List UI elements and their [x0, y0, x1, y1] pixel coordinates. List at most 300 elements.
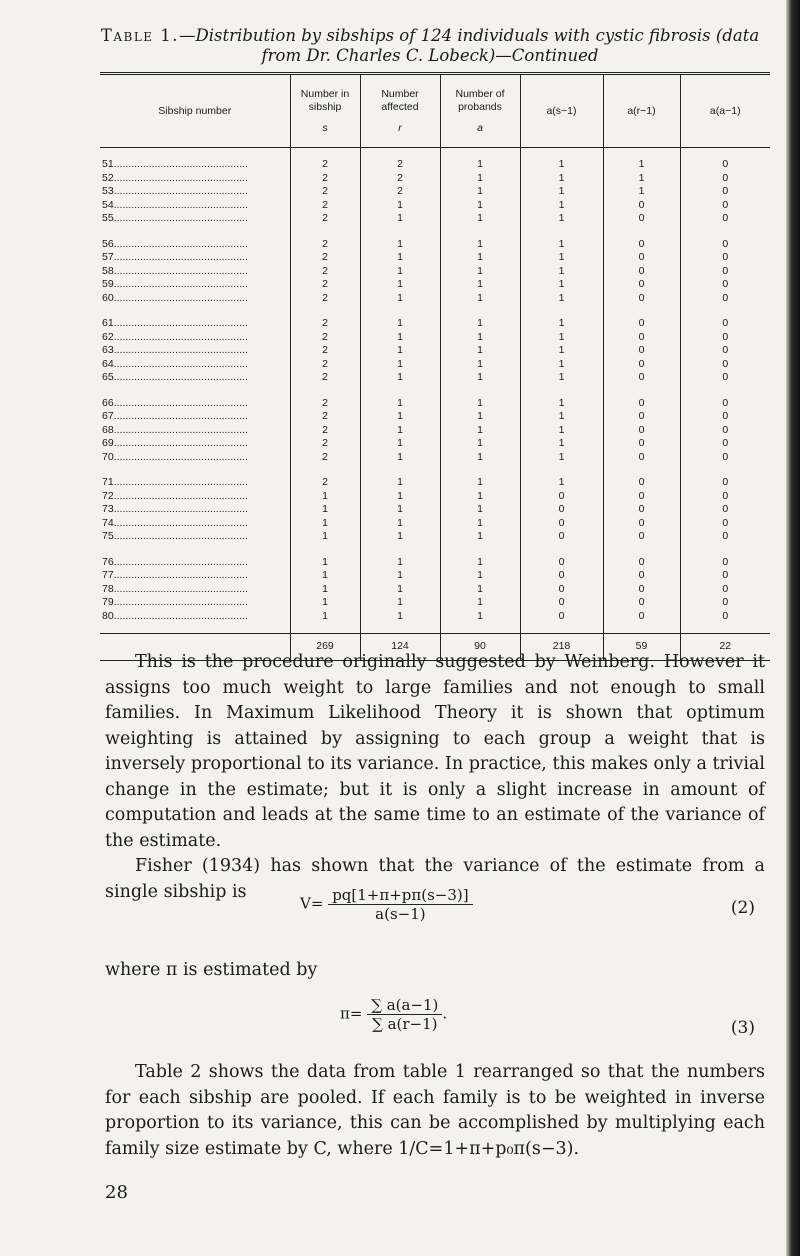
sibship-number: 53 — [102, 185, 114, 197]
column-header-text: a(s−1) — [546, 104, 577, 117]
leader-dots: .............................................. — [113, 423, 248, 436]
table-cell: 0 — [680, 305, 770, 331]
table-cell: 0 — [680, 226, 770, 252]
total-cell: 124 — [360, 634, 440, 661]
table-cell: 2 — [290, 158, 360, 172]
column-header-text: Number in sibship — [300, 87, 350, 113]
column-header-symbol: a — [477, 121, 483, 134]
leader-dots: .............................................. — [113, 437, 248, 449]
table-cell: 1 — [440, 251, 520, 265]
table-cell: 1 — [520, 344, 603, 358]
table-cell: 1 — [360, 569, 440, 583]
table-cell: 0 — [680, 503, 770, 517]
table-cell: 1 — [440, 596, 520, 610]
leader-dots: .............................................. — [113, 489, 248, 502]
leader-dots: .............................................. — [113, 237, 248, 250]
table-row — [100, 569, 770, 583]
table-cell: 1 — [440, 212, 520, 226]
table-cell: 1 — [440, 278, 520, 292]
sibship-number-cell — [100, 292, 290, 306]
table-cell: 1 — [520, 385, 603, 411]
table-cell: 1 — [520, 451, 603, 465]
column-header-2 — [360, 74, 440, 148]
table-cell: 0 — [603, 464, 680, 490]
table-cell: 2 — [290, 464, 360, 490]
sibship-number: 76 — [102, 555, 114, 568]
table-row — [100, 185, 770, 199]
column-header-text: Number of probands — [455, 87, 505, 113]
column-header-text: a(a−1) — [709, 104, 741, 117]
total-cell: 218 — [520, 634, 603, 661]
table-cell: 2 — [290, 212, 360, 226]
table-row — [100, 451, 770, 465]
table-cell: 1 — [360, 583, 440, 597]
table-cell: 1 — [520, 185, 603, 199]
total-cell: 22 — [680, 634, 770, 661]
sibship-number: 65 — [102, 371, 114, 383]
table-cell: 0 — [680, 410, 770, 424]
table-row — [100, 305, 770, 331]
spacer-cell — [290, 148, 360, 159]
table-cell: 1 — [360, 385, 440, 411]
table-cell: 1 — [520, 251, 603, 265]
table-cell: 1 — [290, 490, 360, 504]
table-cell: 2 — [290, 251, 360, 265]
spacer-cell — [100, 148, 290, 159]
table-cell: 1 — [440, 437, 520, 451]
table-row — [100, 503, 770, 517]
table-cell: 0 — [603, 344, 680, 358]
table-cell: 0 — [520, 596, 603, 610]
table-cell: 1 — [520, 410, 603, 424]
table-cell: 1 — [360, 278, 440, 292]
table-cell: 2 — [290, 172, 360, 186]
leader-dots: .............................................. — [113, 503, 248, 515]
table-cell: 1 — [360, 358, 440, 372]
sibship-number: 70 — [102, 450, 114, 463]
table-cell: 0 — [680, 199, 770, 213]
table-cell: 1 — [440, 358, 520, 372]
table-cell: 1 — [603, 172, 680, 186]
table-cell: 1 — [440, 451, 520, 465]
table-cell: 1 — [360, 199, 440, 213]
column-header-0 — [100, 74, 290, 148]
table-cell: 1 — [520, 331, 603, 345]
table-cell: 0 — [603, 596, 680, 610]
table-cell: 2 — [290, 265, 360, 279]
sibship-number: 55 — [102, 212, 114, 224]
spacer-cell — [360, 623, 440, 634]
table-cell: 1 — [440, 172, 520, 186]
table-cell: 1 — [520, 464, 603, 490]
spacer-cell — [100, 623, 290, 634]
leader-dots: .............................................. — [113, 555, 248, 568]
table-cell: 1 — [440, 158, 520, 172]
table-row — [100, 424, 770, 438]
sibship-number: 56 — [102, 237, 114, 250]
table-cell: 2 — [290, 344, 360, 358]
sibship-number: 54 — [102, 198, 114, 211]
table-cell: 0 — [603, 358, 680, 372]
leader-dots: .............................................. — [113, 344, 248, 356]
table-cell: 0 — [680, 278, 770, 292]
sibship-number-cell — [100, 451, 290, 465]
table-cell: 2 — [290, 226, 360, 252]
table-row — [100, 583, 770, 597]
table-cell: 0 — [680, 424, 770, 438]
table-cell: 1 — [440, 569, 520, 583]
sibship-number-cell — [100, 251, 290, 265]
spacer-cell — [603, 623, 680, 634]
table-cell: 1 — [440, 410, 520, 424]
table-cell: 0 — [603, 451, 680, 465]
table-cell: 0 — [680, 292, 770, 306]
leader-dots: .............................................. — [113, 357, 248, 370]
leader-dots: .............................................. — [113, 410, 248, 422]
table-cell: 0 — [603, 371, 680, 385]
sibship-number: 75 — [102, 530, 114, 542]
sibship-number: 66 — [102, 396, 114, 409]
sibship-number-cell — [100, 185, 290, 199]
table-row — [100, 251, 770, 265]
table-cell: 0 — [680, 251, 770, 265]
table-cell: 0 — [680, 265, 770, 279]
table-cell: 1 — [360, 331, 440, 345]
page-edge-shadow — [786, 0, 800, 1256]
leader-dots: .............................................. — [113, 212, 248, 224]
table-cell: 1 — [360, 517, 440, 531]
column-header-3 — [440, 74, 520, 148]
sibship-number: 71 — [102, 476, 114, 488]
table-cell: 1 — [440, 199, 520, 213]
leader-dots: .............................................. — [113, 264, 248, 277]
table-cell: 1 — [440, 464, 520, 490]
table-cell: 0 — [603, 424, 680, 438]
table-row — [100, 212, 770, 226]
table-cell: 1 — [520, 172, 603, 186]
table-cell: 0 — [603, 278, 680, 292]
table-cell: 1 — [360, 596, 440, 610]
table-cell: 0 — [520, 544, 603, 570]
table-cell: 0 — [680, 451, 770, 465]
table-cell: 0 — [520, 490, 603, 504]
sibship-number: 58 — [102, 264, 114, 277]
table-cell: 2 — [290, 185, 360, 199]
sibship-number: 72 — [102, 489, 114, 502]
table-cell: 0 — [680, 212, 770, 226]
table-cell: 0 — [680, 185, 770, 199]
table-cell: 0 — [603, 331, 680, 345]
table-cell: 1 — [520, 199, 603, 213]
eq2-fraction — [328, 886, 472, 923]
total-cell: 59 — [603, 634, 680, 661]
sibship-number: 74 — [102, 516, 114, 529]
sibship-number-cell — [100, 358, 290, 372]
eq2-lhs: V= — [300, 894, 324, 913]
sibship-number: 51 — [102, 158, 114, 170]
sibship-number: 62 — [102, 330, 114, 343]
leader-dots: .............................................. — [113, 516, 248, 529]
table-cell: 1 — [440, 292, 520, 306]
table-cell: 0 — [680, 569, 770, 583]
table-row — [100, 530, 770, 544]
leader-dots: .............................................. — [113, 582, 248, 595]
spacer-cell — [680, 148, 770, 159]
table-cell: 1 — [440, 530, 520, 544]
table-cell: 0 — [603, 530, 680, 544]
sibship-number-cell — [100, 437, 290, 451]
leader-dots: .............................................. — [113, 317, 248, 329]
table-cell: 0 — [680, 517, 770, 531]
table-cell: 1 — [360, 503, 440, 517]
table-cell: 0 — [603, 212, 680, 226]
table-cell: 0 — [680, 610, 770, 624]
table-cell: 1 — [360, 265, 440, 279]
leader-dots: .............................................. — [113, 171, 248, 184]
leader-dots: .............................................. — [113, 251, 248, 263]
table-cell: 0 — [680, 490, 770, 504]
eq3-label: (3) — [730, 1018, 755, 1038]
table-row — [100, 410, 770, 424]
sibship-number-cell — [100, 424, 290, 438]
table-cell: 2 — [290, 437, 360, 451]
table-row — [100, 596, 770, 610]
paragraph-weinberg: This is the procedure originally suggested by Weinberg. However it assigns too much weight to large families and not enough to small families. In Maximum Likelihood Theory it is shown that optimum weighting is attained by assigning to each group a weight that is inversely proportional to its variance. In practice, this makes only a trivial change in the estimate; but it is only a slight increase in amount of computation and leads at the same time to an estimate of the variance of the estimate. — [105, 652, 765, 851]
table-row — [100, 385, 770, 411]
sibship-number-cell — [100, 212, 290, 226]
table-cell: 0 — [603, 544, 680, 570]
table-cell: 2 — [290, 451, 360, 465]
table-cell: 1 — [603, 158, 680, 172]
total-cell: 269 — [290, 634, 360, 661]
spacer-cell — [290, 623, 360, 634]
table-cell: 0 — [680, 437, 770, 451]
table-cell: 1 — [440, 583, 520, 597]
sibship-number-cell — [100, 517, 290, 531]
table-cell: 0 — [680, 583, 770, 597]
spacer-cell — [440, 623, 520, 634]
table-cell: 1 — [360, 530, 440, 544]
spacer-cell — [603, 148, 680, 159]
table-cell: 0 — [603, 292, 680, 306]
table-cell: 0 — [603, 251, 680, 265]
sibship-number-cell — [100, 172, 290, 186]
table-cell: 2 — [290, 199, 360, 213]
table-cell: 1 — [520, 158, 603, 172]
table-cell: 1 — [290, 530, 360, 544]
table-cell: 1 — [290, 583, 360, 597]
table-row — [100, 292, 770, 306]
table-cell: 0 — [603, 305, 680, 331]
table-row — [100, 265, 770, 279]
table-cell: 1 — [520, 437, 603, 451]
table-cell: 0 — [603, 437, 680, 451]
table-cell: 0 — [680, 464, 770, 490]
sibship-number-cell — [100, 583, 290, 597]
table-title — [90, 26, 770, 66]
leader-dots: .............................................. — [113, 450, 248, 463]
sibship-number-cell — [100, 530, 290, 544]
sibship-number-cell — [100, 371, 290, 385]
table-cell: 1 — [440, 331, 520, 345]
sibship-number: 79 — [102, 596, 114, 608]
table-row — [100, 278, 770, 292]
table-cell: 2 — [290, 278, 360, 292]
sibship-number: 59 — [102, 278, 114, 290]
table-row — [100, 371, 770, 385]
table-cell: 0 — [603, 265, 680, 279]
leader-dots: .............................................. — [113, 291, 248, 304]
table-cell: 2 — [290, 305, 360, 331]
table-cell: 1 — [290, 596, 360, 610]
sibship-number-cell — [100, 544, 290, 570]
table-row — [100, 331, 770, 345]
sibship-number: 52 — [102, 171, 114, 184]
table-cell: 1 — [360, 490, 440, 504]
sibship-number-cell — [100, 199, 290, 213]
table-cell: 0 — [680, 544, 770, 570]
sibship-number: 67 — [102, 410, 114, 422]
sibship-number: 64 — [102, 357, 114, 370]
eq3-lhs: π= — [340, 1004, 363, 1023]
table-cell: 1 — [360, 610, 440, 624]
body-text-3 — [105, 1060, 765, 1162]
table-cell: 0 — [603, 610, 680, 624]
table-cell: 0 — [680, 344, 770, 358]
sibship-number-cell — [100, 158, 290, 172]
table-cell: 1 — [440, 424, 520, 438]
table-cell: 0 — [603, 226, 680, 252]
sibship-number-cell — [100, 305, 290, 331]
table-label: Table 1. — [100, 26, 180, 45]
table-cell: 2 — [360, 172, 440, 186]
eq2-denominator: a(s−1) — [375, 905, 426, 923]
table-cell: 0 — [520, 503, 603, 517]
table-header-row — [100, 74, 770, 148]
table-cell: 1 — [360, 226, 440, 252]
equation-2 — [300, 886, 473, 923]
spacer-row — [100, 623, 770, 634]
table-cell: 1 — [520, 424, 603, 438]
sibship-number: 68 — [102, 423, 114, 436]
leader-dots: .............................................. — [113, 569, 248, 581]
sibship-number: 57 — [102, 251, 114, 263]
table-cell: 0 — [680, 158, 770, 172]
table-cell: 0 — [520, 517, 603, 531]
table-cell: 1 — [440, 517, 520, 531]
table-cell: 1 — [520, 265, 603, 279]
eq3-numerator: ∑ a(a−1) — [367, 996, 442, 1015]
spacer-cell — [440, 148, 520, 159]
table-cell: 0 — [603, 569, 680, 583]
table-cell: 1 — [440, 385, 520, 411]
sibship-number: 73 — [102, 503, 114, 515]
eq3-fraction — [367, 996, 442, 1033]
table-cell: 1 — [360, 410, 440, 424]
leader-dots: .............................................. — [113, 158, 248, 170]
table-cell: 0 — [680, 530, 770, 544]
table-cell: 1 — [520, 371, 603, 385]
sibship-number-cell — [100, 596, 290, 610]
table-caption: —Distribution by sibships of 124 individuals with cystic fibrosis (data from Dr. Charles C. Lobeck)—Continued — [179, 26, 760, 65]
table-cell: 0 — [680, 331, 770, 345]
paragraph-where: where π is estimated by — [105, 960, 318, 980]
paragraph-fisher: Fisher (1934) has shown that the variance of the estimate from a single sibship is — [105, 856, 765, 902]
spacer-row — [100, 148, 770, 159]
table-cell: 1 — [520, 278, 603, 292]
table-cell: 0 — [680, 385, 770, 411]
leader-dots: .............................................. — [113, 330, 248, 343]
table-cell: 1 — [360, 464, 440, 490]
table-cell: 2 — [290, 410, 360, 424]
leader-dots: .............................................. — [113, 371, 248, 383]
table-cell: 2 — [360, 158, 440, 172]
leader-dots: .............................................. — [113, 596, 248, 608]
table-cell: 0 — [520, 610, 603, 624]
column-header-6 — [680, 74, 770, 148]
table-cell: 0 — [520, 530, 603, 544]
equation-3 — [340, 996, 447, 1033]
sibship-number-cell — [100, 490, 290, 504]
table-cell: 2 — [290, 424, 360, 438]
page-number: 28 — [105, 1182, 128, 1203]
table-row — [100, 199, 770, 213]
leader-dots: .............................................. — [113, 185, 248, 197]
table-cell: 0 — [680, 358, 770, 372]
table-cell: 2 — [360, 185, 440, 199]
table-cell: 1 — [290, 503, 360, 517]
sibship-number-cell — [100, 344, 290, 358]
table-cell: 1 — [440, 344, 520, 358]
table-row — [100, 517, 770, 531]
table-cell: 2 — [290, 331, 360, 345]
sibship-number: 78 — [102, 582, 114, 595]
sibship-table — [100, 72, 770, 661]
table-cell: 0 — [680, 172, 770, 186]
column-header-4 — [520, 74, 603, 148]
leader-dots: .............................................. — [113, 476, 248, 488]
table-cell: 0 — [603, 199, 680, 213]
table-cell: 2 — [290, 292, 360, 306]
table-cell: 2 — [290, 358, 360, 372]
sibship-number: 60 — [102, 291, 114, 304]
body-text-1 — [105, 650, 765, 905]
table-row — [100, 226, 770, 252]
column-header-symbol: r — [398, 121, 402, 134]
sibship-number: 69 — [102, 437, 114, 449]
table-cell: 1 — [440, 371, 520, 385]
table-cell: 1 — [440, 503, 520, 517]
table-cell: 0 — [603, 503, 680, 517]
total-cell: 90 — [440, 634, 520, 661]
table-cell: 1 — [440, 490, 520, 504]
column-header-1 — [290, 74, 360, 148]
table-cell: 1 — [290, 610, 360, 624]
sibship-number: 80 — [102, 609, 114, 622]
table-row — [100, 158, 770, 172]
sibship-number: 77 — [102, 569, 114, 581]
leader-dots: .............................................. — [113, 198, 248, 211]
table-cell: 1 — [290, 544, 360, 570]
table-cell: 1 — [440, 226, 520, 252]
leader-dots: .............................................. — [113, 609, 248, 622]
sibship-number-cell — [100, 464, 290, 490]
sibship-number-cell — [100, 331, 290, 345]
table-cell: 1 — [440, 265, 520, 279]
sibship-number-cell — [100, 569, 290, 583]
column-header-text: Sibship number — [158, 104, 232, 117]
table-cell: 1 — [440, 610, 520, 624]
